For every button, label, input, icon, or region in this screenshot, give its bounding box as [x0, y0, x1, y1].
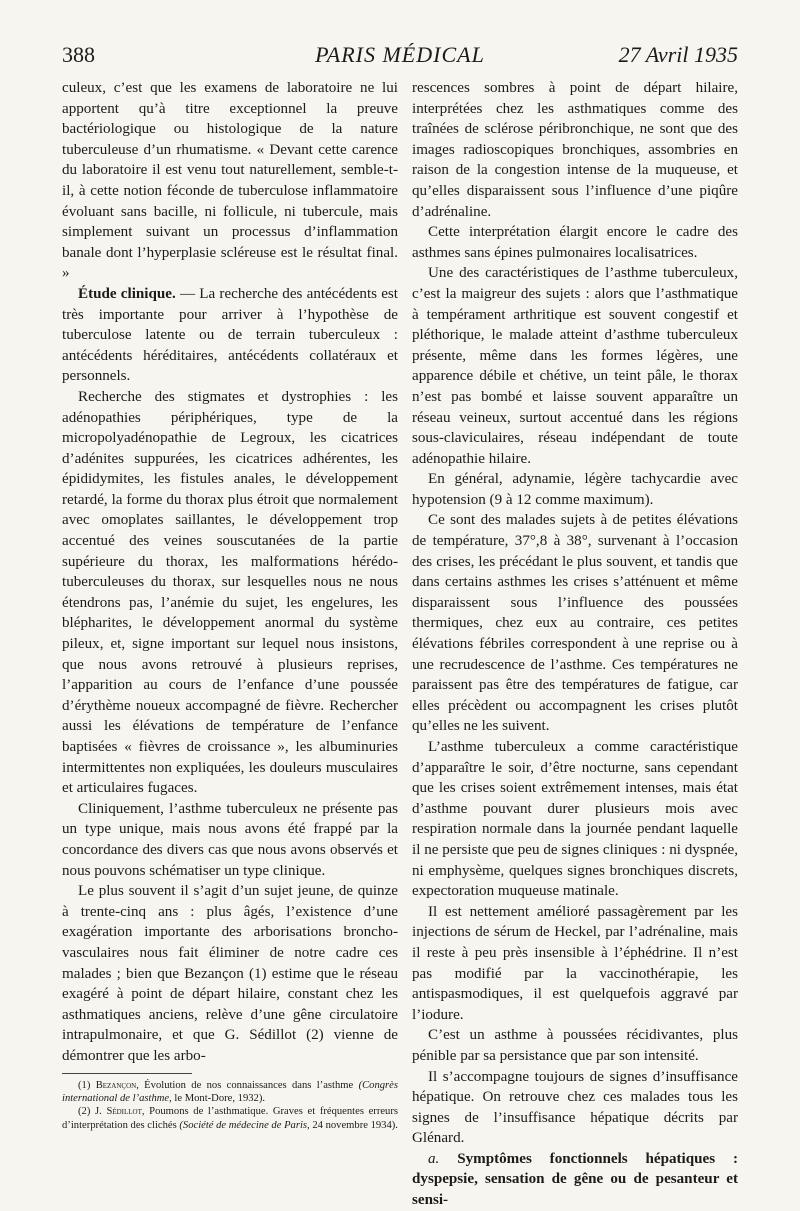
paragraph: L’asthme tuberculeux a comme caractéristique d’apparaître le soir, d’être nocturne, sans cependant que les crises soient extrêmement intenses, mais état d’asthme pouvant durer plusieurs mois avec respiration normale dans la journée pendant laquelle il ne persiste que peu de signes cliniques : ni dyspnée, ni emphysème, quelques signes bronchiques discrets, expectoration muqueuse matinale.	[412, 739, 738, 900]
paragraph: Ce sont des malades sujets à de petites élévations de température, 37°,8 à 38°, survenant à l’occasion des crises, les précédant le plus souvent, et tandis que dans certains asthmes les crises s’atténuent et même disparaissent sous l’influence des poussées thermiques, chez eux au contraire, ces petites élévations fébriles correspondent à une reprise ou à une recrudescence de l’asthme. Ces températures ne paraissent pas être des températures de fatigue, car elles précèdent ou accompagnent les crises plutôt qu’elles ne les suivent.	[412, 512, 738, 735]
footnote-text: , Poumons de l’asthmatique. Graves et fréquentes erreurs d’interprétation des clichés	[62, 1106, 398, 1131]
footnote-1	[62, 1079, 398, 1106]
footnote-ref: (1)	[78, 1079, 96, 1091]
paragraph-clinical-study	[62, 284, 398, 387]
left-column	[62, 78, 398, 1132]
paragraph: Cliniquement, l’asthme tuberculeux ne présente pas un type unique, mais nous avons été frappé par la concordance des divers cas que nous avons observés et nous pouvons schématiser un type clinique.	[62, 800, 398, 879]
paragraph: rescences sombres à point de départ hilaire, interprétées chez les asthmatiques comme des traînées de sclérose péribronchique, ne sont que des images radioscopiques bronchiques, assombries en raison de la congestion intense de la muqueuse, et qu’elles disparaissent sous l’influence d’une piqûre d’adrénaline.	[412, 80, 738, 220]
list-label: a.	[428, 1150, 440, 1167]
section-heading: Étude clinique.	[78, 285, 176, 302]
paragraph: Il s’accompagne toujours de signes d’insuffisance hépatique. On retrouve chez ces malades tous les signes de l’insuffisance hépatique décrits par Glénard.	[412, 1068, 738, 1147]
footnote-tail: le Mont-Dore, 1932).	[171, 1092, 266, 1104]
paragraph: culeux, c’est que les examens de laboratoire ne lui apportent qu’à titre exceptionnel la preuve bactériologique ou histologique de la nature tuberculeuse d’un rhumatisme. « Devant cette carence du laboratoire il est venu tout naturellement, semble-t-il, à cette notion féconde de tuberculose inflammatoire évoluant sans bacille, ni follicule, ni tubercule, mais simplement suivant un processus d’inflammation banale dont l’hyperplasie scléreuse est le résultat final. »	[62, 80, 398, 282]
running-header	[62, 42, 738, 74]
issue-date: 27 Avril 1935	[618, 42, 738, 67]
paragraph: Recherche des stigmates et dystrophies : les adénopathies périphériques, type de la micropolyadénopathie de Legroux, les cicatrices d’adénites suppurées, les cicatrices adhérentes, les épididymites, les fistules anales, le développement retardé, la forme du thorax plus étroit que normalement avec omoplates saillantes, le développement trop accentué des veines souscutanées de la partie supérieure du thorax, les malformations hérédo-tuberculeuses du thorax, sur lesquelles nous ne nous étendrons pas, l’anémie du sujet, les engelures, les blépharites, le développement anormal du système pileux, et, signe important sur lequel nous insistons, que nous avons retrouvé à plusieurs reprises, l’apparition au cours de l’enfance d’une poussée d’érythème noueux accompagné de fièvre. Rechercher aussi les élévations de température de l’enfance baptisées « fièvres de croissance », les albuminuries intermittentes non expliquées, les douleurs musculaires et articulaires fugaces.	[62, 388, 398, 797]
footnote-ref: (2) J.	[78, 1106, 107, 1118]
footnote-tail: 24 novembre 1934).	[309, 1119, 398, 1131]
paragraph: Le plus souvent il s’agit d’un sujet jeune, de quinze à trente-cinq ans : plus âgés, l’existence d’une exagération importante des arborisations broncho-vasculaires nous fait éliminer de notre cadre ces malades ; bien que Bezançon (1) estime que le réseau exagéré à point de départ hilaire, constant chez les asthmatiques anciens, relève d’une gêne circulatoire intrapulmonaire, et que G. Sédillot (2) vienne de démontrer que les arbo-	[62, 883, 398, 1064]
paragraph-text: — La recherche des antécédents est très importante pour arriver à l’hypothèse de tuberculose latente ou de terrain tuberculeux : antécédents héréditaires, antécédents collatéraux et personnels.	[62, 285, 398, 385]
footnote-source: (Société de médecine de Paris,	[179, 1119, 310, 1131]
subsection-heading: Symptômes fonctionnels hépatiques :	[457, 1150, 738, 1167]
right-column	[412, 78, 738, 1211]
paragraph: C’est un asthme à poussées récidivantes, plus pénible par sa persistance que par son intensité.	[412, 1027, 738, 1064]
paragraph: En général, adynamie, légère tachycardie avec hypotension (9 à 12 comme maximum).	[412, 471, 738, 508]
paragraph: Cette interprétation élargit encore le cadre des asthmes sans épines pulmonaires localisatrices.	[412, 224, 738, 261]
paragraph-hepatic-symptoms	[412, 1149, 738, 1211]
footnote-author: Bezançon	[95, 1079, 137, 1091]
paragraph: Une des caractéristiques de l’asthme tuberculeux, c’est la maigreur des sujets : alors que l’asthmatique à tempérament arthritique est souvent congestif et pléthorique, le malade atteint d’asthme tuberculeux présente, même dans les formes légères, une apparence débile et chétive, un teint pâle, le thorax n’est pas bombé et laisse souvent apparaître un réseau veineux, surtout accentué dans les régions sous-claviculaires, réseau indépendant de toute adénopathie hilaire.	[412, 265, 738, 467]
footnote-source: (Congrès international de l’asthme,	[62, 1079, 398, 1104]
journal-title: PARIS MÉDICAL	[315, 42, 485, 67]
paragraph-text: dyspepsie, sensation de gêne ou de pesanteur et sensi-	[412, 1171, 738, 1209]
footnote-text: , Évolution de nos connaissances dans l’asthme	[136, 1079, 359, 1091]
page-number: 388	[62, 42, 95, 67]
footnote-author: Sédillot	[106, 1106, 142, 1118]
footnote-2	[62, 1105, 398, 1132]
footnote-rule	[62, 1073, 192, 1074]
paragraph: Il est nettement amélioré passagèrement par les injections de sérum de Heckel, par l’adrénaline, mais il reste à peu près insensible à l’éphédrine. Il n’est pas modifié par la vaccinothérapie, les antispasmodiques, il est quelquefois aggravé par l’iodure.	[412, 903, 738, 1023]
